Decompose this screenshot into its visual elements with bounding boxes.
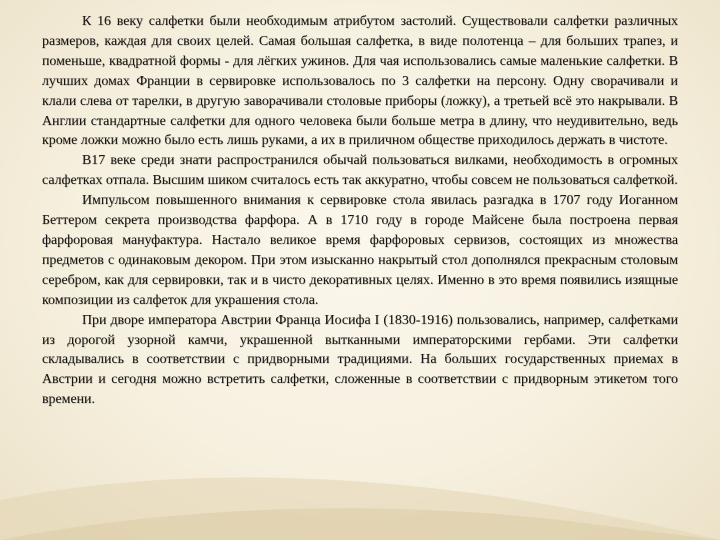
paragraph-4: При дворе императора Австрии Франца Иосифа I (1830-1916) пользовались, например, салфетками из дорогой узорной камчи, украшенной вытканными императорскими гербами. Эти салфетки складывались в соответствии с придворными традициями. На больших государственных приемах в Австрии и сегодня можно встретить салфетки, сложенные в соответствии с придворным этикетом того времени. bbox=[42, 312, 678, 408]
paragraph-2: В17 веке среди знати распространился обычай пользоваться вилками, необходимость в огромных салфетках отпала. Высшим шиком считалось есть так аккуратно, чтобы совсем не пользоваться салфеткой. bbox=[42, 153, 678, 189]
slide-text-body bbox=[42, 12, 678, 410]
paragraph-1: К 16 веку салфетки были необходимым атрибутом застолий. Существовали салфетки различных размеров, каждая для своих целей. Самая большая салфетка, в виде полотенца – для больших трапез, и поменьше, квадратной формы - для лёгких ужинов. Для чая использовались самые маленькие салфетки. В лучших домах Франции в сервировке использовалось по 3 салфетки на персону. Одну сворачивали и клали слева от тарелки, в другую заворачивали столовые приборы (ложку), а третьей всё это накрывали. В Англии стандартные салфетки для одного человека были больше метра в длину, что неудивительно, ведь кроме ложки можно было есть лишь руками, а их в приличном обществе приходилось держать в чистоте. bbox=[42, 14, 678, 149]
paragraph-3: Импульсом повышенного внимания к сервировке стола явилась разгадка в 1707 году Иоганном Беттером секрета производства фарфора. А в 1710 году в городе Майсене была построена первая фарфоровая мануфактура. Настало великое время фарфоровых сервизов, состоящих из множества предметов с одинаковым декором. При этом изысканно накрытый стол дополнялся прекрасным столовым серебром, как для сервировки, так и в чисто декоративных целях. Именно в это время появились изящные композиции из салфеток для украшения стола. bbox=[42, 193, 678, 308]
